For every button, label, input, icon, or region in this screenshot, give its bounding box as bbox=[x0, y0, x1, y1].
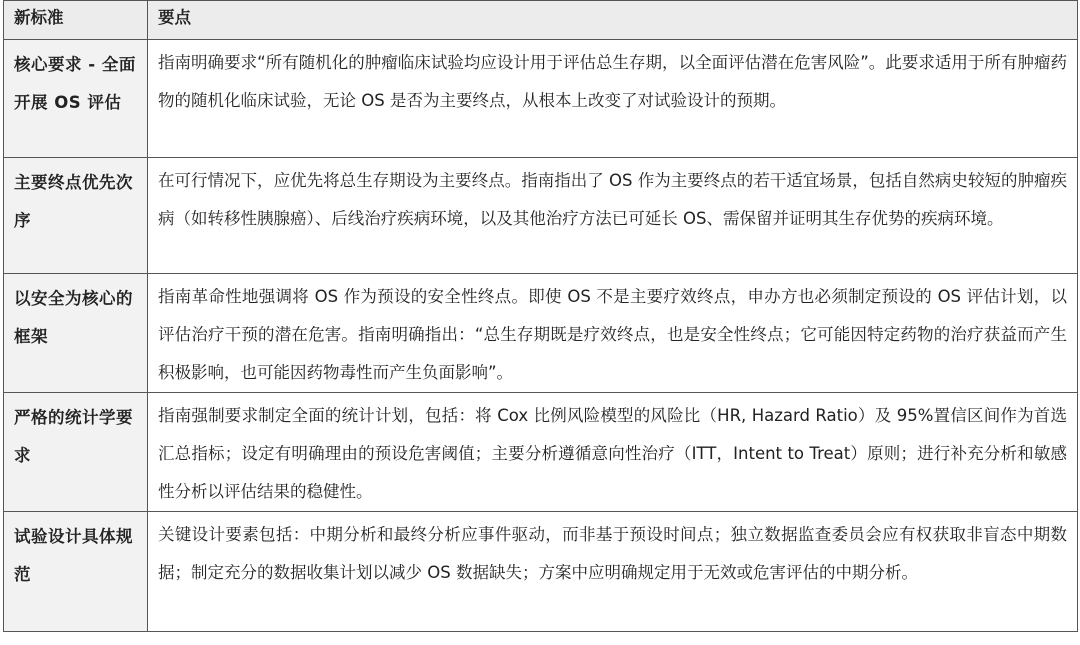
table-row bbox=[4, 158, 1078, 274]
standards-table bbox=[3, 0, 1078, 632]
description-cell: 在可行情况下，应优先将总生存期设为主要终点。指南指出了 OS 作为主要终点的若干适宜场景，包括自然病史较短的肿瘤疾病（如转移性胰腺癌）、后线治疗疾病环境，以及其他治疗方法已可延长 OS、需保留并证明其生存优势的疾病环境。 bbox=[148, 158, 1078, 274]
table-row bbox=[4, 274, 1078, 393]
criterion-cell: 试验设计具体规范 bbox=[4, 512, 148, 632]
criterion-cell: 核心要求 - 全面开展 OS 评估 bbox=[4, 40, 148, 158]
table-row bbox=[4, 40, 1078, 158]
table-header-row bbox=[4, 1, 1078, 40]
table-row bbox=[4, 393, 1078, 512]
table-row bbox=[4, 512, 1078, 632]
header-key-points: 要点 bbox=[148, 1, 1078, 40]
description-cell: 关键设计要素包括：中期分析和最终分析应事件驱动，而非基于预设时间点；独立数据监查委员会应有权获取非盲态中期数据；制定充分的数据收集计划以减少 OS 数据缺失；方案中应明确规定用于无效或危害评估的中期分析。 bbox=[148, 512, 1078, 632]
criterion-cell: 以安全为核心的框架 bbox=[4, 274, 148, 393]
description-cell: 指南明确要求“所有随机化的肿瘤临床试验均应设计用于评估总生存期，以全面评估潜在危害风险”。此要求适用于所有肿瘤药物的随机化临床试验，无论 OS 是否为主要终点，从根本上改变了对试验设计的预期。 bbox=[148, 40, 1078, 158]
description-cell: 指南强制要求制定全面的统计计划，包括：将 Cox 比例风险模型的风险比（HR, Hazard Ratio）及 95%置信区间作为首选汇总指标；设定有明确理由的预设危害阈值；主要分析遵循意向性治疗（ITT，Intent to Treat）原则；进行补充分析和敏感性分析以评估结果的稳健性。 bbox=[148, 393, 1078, 512]
criterion-cell: 主要终点优先次序 bbox=[4, 158, 148, 274]
criterion-cell: 严格的统计学要求 bbox=[4, 393, 148, 512]
header-new-standard: 新标准 bbox=[4, 1, 148, 40]
description-cell: 指南革命性地强调将 OS 作为预设的安全性终点。即使 OS 不是主要疗效终点，申办方也必须制定预设的 OS 评估计划，以评估治疗干预的潜在危害。指南明确指出：“总生存期既是疗效终点，也是安全性终点；它可能因特定药物的治疗获益而产生积极影响，也可能因药物毒性而产生负面影响”。 bbox=[148, 274, 1078, 393]
